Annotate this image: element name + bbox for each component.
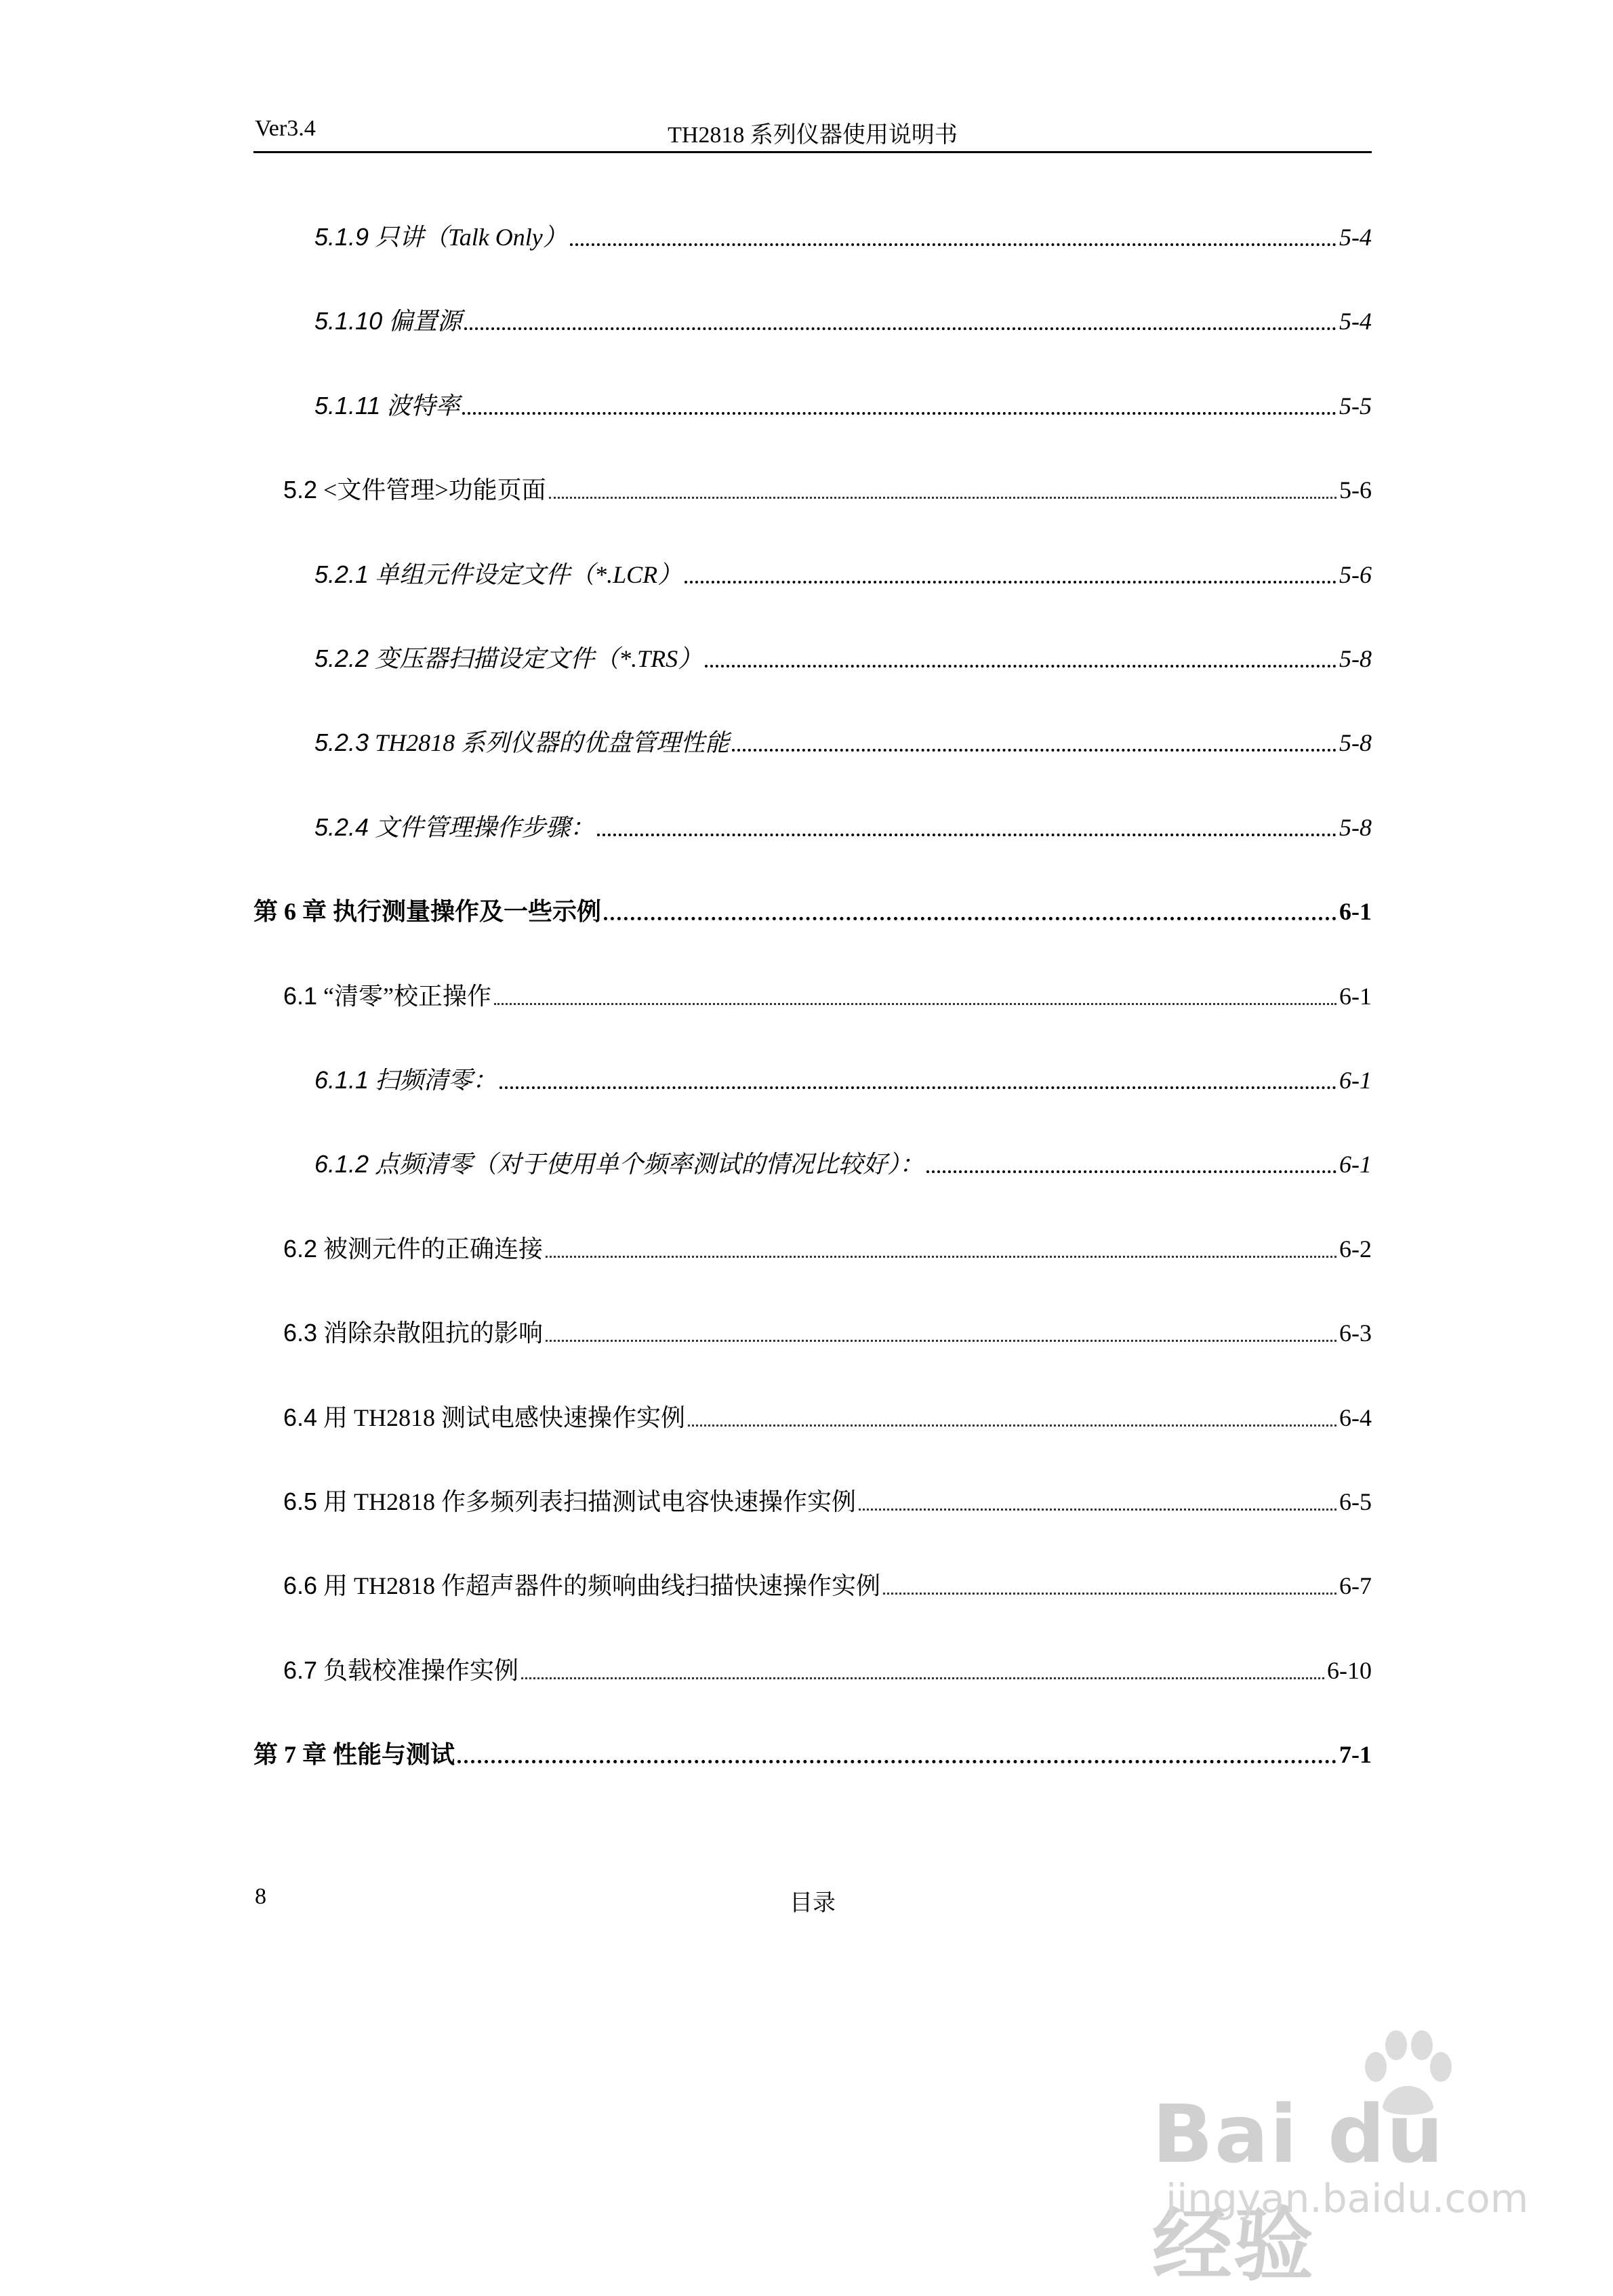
toc-entry-text: 单组元件设定文件（*.LCR） bbox=[375, 560, 682, 588]
toc-entry-page: 5-6 bbox=[1339, 476, 1372, 504]
toc-leader-dots bbox=[604, 917, 1336, 920]
toc-leader-dots bbox=[546, 1340, 1336, 1342]
toc-entry[interactable] bbox=[253, 887, 1372, 928]
toc-entry-text: 消除杂散阻抗的影响 bbox=[323, 1319, 544, 1347]
toc-entry[interactable] bbox=[253, 1730, 1372, 1771]
toc-leader-dots bbox=[859, 1509, 1336, 1511]
toc-entry-number: 6.2 bbox=[283, 1234, 318, 1263]
toc-entry-number: 5.2 bbox=[283, 476, 318, 504]
toc-entry-title bbox=[314, 726, 732, 759]
toc-leader-dots bbox=[499, 1086, 1336, 1089]
toc-entry-number: 5.1.11 bbox=[314, 391, 381, 419]
toc-entry[interactable] bbox=[253, 213, 1372, 253]
toc-leader-dots bbox=[883, 1593, 1336, 1595]
toc-entry[interactable] bbox=[253, 718, 1372, 759]
toc-entry-title bbox=[283, 1233, 546, 1265]
toc-entry-page: 7-1 bbox=[1339, 1741, 1372, 1769]
toc-entry-page: 6-1 bbox=[1339, 898, 1372, 926]
toc-entry-title bbox=[283, 1654, 521, 1687]
toc-entry-page: 5-4 bbox=[1339, 224, 1372, 251]
toc-entry[interactable] bbox=[253, 297, 1372, 337]
toc-entry-text: 只讲（Talk Only） bbox=[375, 224, 567, 251]
toc-entry-text: 文件管理操作步骤： bbox=[375, 813, 595, 841]
header-title: TH2818 系列仪器使用说明书 bbox=[668, 123, 958, 148]
toc-entry-text: TH2818 系列仪器的优盘管理性能 bbox=[375, 729, 730, 757]
toc-entry-page: 6-10 bbox=[1327, 1656, 1372, 1684]
toc-entry-text: 点频清零（对于使用单个频率测试的情况比较好）： bbox=[375, 1151, 924, 1178]
toc-entry-page: 6-7 bbox=[1339, 1572, 1372, 1600]
toc-leader-dots bbox=[685, 581, 1336, 583]
toc-entry-number: 5.2.4 bbox=[314, 813, 369, 841]
toc-entry[interactable] bbox=[253, 1646, 1372, 1687]
toc-entry-page: 5-8 bbox=[1339, 729, 1372, 757]
toc-entry-title bbox=[283, 980, 494, 1012]
baidu-jingyan-watermark bbox=[1152, 2026, 1532, 2292]
toc-entry-title bbox=[314, 642, 705, 675]
toc-entry-text: “清零”校正操作 bbox=[323, 982, 492, 1010]
page-header bbox=[253, 110, 1372, 153]
toc-entry[interactable] bbox=[253, 1561, 1372, 1602]
toc-entry[interactable] bbox=[253, 550, 1372, 591]
toc-entry-number: 6.3 bbox=[283, 1319, 318, 1347]
toc-leader-dots bbox=[688, 1424, 1336, 1427]
header-version: Ver3.4 bbox=[255, 116, 316, 141]
toc-entry-number: 6.4 bbox=[283, 1403, 318, 1431]
toc-entry[interactable] bbox=[253, 1309, 1372, 1349]
toc-entry-number: 6.5 bbox=[283, 1488, 318, 1515]
toc-entry-page: 6-4 bbox=[1339, 1403, 1372, 1431]
toc-entry[interactable] bbox=[253, 1140, 1372, 1181]
toc-entry[interactable] bbox=[253, 1393, 1372, 1434]
toc-entry-page: 6-3 bbox=[1339, 1319, 1372, 1347]
toc-entry-page: 6-5 bbox=[1339, 1488, 1372, 1515]
toc-entry-text: 被测元件的正确连接 bbox=[323, 1235, 544, 1263]
toc-entry-title bbox=[314, 390, 462, 422]
toc-entry-title bbox=[253, 895, 604, 928]
toc-entry-text: 第 7 章 性能与测试 bbox=[253, 1741, 455, 1769]
toc-entry-number: 5.2.1 bbox=[314, 560, 369, 588]
toc-entry-title bbox=[314, 1148, 926, 1181]
footer-page-number: 8 bbox=[255, 1884, 266, 1909]
toc-leader-dots bbox=[462, 412, 1336, 415]
toc-entry[interactable] bbox=[253, 634, 1372, 675]
toc-entry-number: 5.2.2 bbox=[314, 644, 369, 672]
toc-entry-text: <文件管理>功能页面 bbox=[323, 476, 546, 504]
toc-entry-page: 6-1 bbox=[1339, 982, 1372, 1010]
toc-leader-dots bbox=[549, 497, 1336, 499]
toc-entry[interactable] bbox=[253, 1225, 1372, 1265]
toc-entry-page: 5-8 bbox=[1339, 813, 1372, 841]
toc-entry-title bbox=[314, 305, 464, 337]
toc-entry-title bbox=[283, 1485, 859, 1518]
toc-entry-page: 5-5 bbox=[1339, 392, 1372, 419]
toc-leader-dots bbox=[521, 1677, 1324, 1679]
toc-entry[interactable] bbox=[253, 1056, 1372, 1096]
toc-leader-dots bbox=[570, 243, 1336, 246]
toc-entry-text: 第 6 章 执行测量操作及一些示例 bbox=[253, 898, 602, 926]
toc-entry-number: 5.2.3 bbox=[314, 729, 369, 757]
page-footer bbox=[253, 1884, 1372, 1918]
footer-section: 目录 bbox=[790, 1891, 836, 1916]
toc-entry-text: 变压器扫描设定文件（*.TRS） bbox=[375, 645, 703, 672]
toc-entry-title bbox=[314, 811, 597, 844]
toc-leader-dots bbox=[494, 1003, 1336, 1005]
toc-leader-dots bbox=[926, 1170, 1336, 1173]
watermark-logo: Bai du 经验 bbox=[1152, 2087, 1445, 2292]
toc-entry[interactable] bbox=[253, 382, 1372, 422]
toc-entry-title bbox=[283, 1401, 688, 1434]
toc-entry-page: 6-1 bbox=[1339, 1067, 1372, 1094]
toc-entry-text: 用 TH2818 作超声器件的频响曲线扫描快速操作实例 bbox=[323, 1572, 881, 1600]
toc-entry-text: 扫频清零： bbox=[375, 1067, 497, 1094]
toc-leader-dots bbox=[597, 834, 1336, 836]
toc-leader-dots bbox=[546, 1256, 1336, 1258]
toc-entry-text: 用 TH2818 测试电感快速操作实例 bbox=[323, 1403, 686, 1431]
toc-entry[interactable] bbox=[253, 972, 1372, 1012]
toc-entry-text: 波特率 bbox=[386, 392, 460, 419]
toc-entry-page: 6-2 bbox=[1339, 1235, 1372, 1263]
toc-leader-dots bbox=[464, 327, 1336, 330]
toc-entry-title bbox=[283, 474, 549, 506]
toc-entry-title bbox=[314, 1064, 499, 1096]
toc-entry-title bbox=[283, 1570, 883, 1602]
toc-entry-text: 偏置源 bbox=[388, 308, 462, 335]
toc-entry-page: 6-1 bbox=[1339, 1151, 1372, 1178]
toc-leader-dots bbox=[705, 665, 1336, 668]
toc-entry-text: 用 TH2818 作多频列表扫描测试电容快速操作实例 bbox=[323, 1488, 857, 1515]
toc-entry-number: 6.1.2 bbox=[314, 1150, 369, 1178]
toc-entry[interactable] bbox=[253, 803, 1372, 844]
toc-entry-title bbox=[314, 558, 685, 591]
toc-entry-page: 5-8 bbox=[1339, 645, 1372, 672]
toc-entry-number: 6.7 bbox=[283, 1656, 318, 1684]
watermark-url: jingyan.baidu.com bbox=[1166, 2175, 1529, 2221]
toc-leader-dots bbox=[732, 749, 1336, 752]
toc-entry-number: 5.1.10 bbox=[314, 307, 383, 335]
toc-entry-number: 6.1.1 bbox=[314, 1066, 369, 1094]
toc-entry-page: 5-4 bbox=[1339, 308, 1372, 335]
toc-entry-number: 5.1.9 bbox=[314, 223, 369, 251]
toc-entry-text: 负载校准操作实例 bbox=[323, 1656, 519, 1684]
toc-entry-title bbox=[283, 1317, 546, 1349]
toc-entry-number: 6.6 bbox=[283, 1572, 318, 1600]
toc-leader-dots bbox=[457, 1760, 1336, 1763]
toc-entry-title bbox=[253, 1738, 457, 1771]
toc-entry-title bbox=[314, 221, 570, 253]
toc-entry[interactable] bbox=[253, 466, 1372, 506]
toc-entry-page: 5-6 bbox=[1339, 560, 1372, 588]
toc-entry-number: 6.1 bbox=[283, 981, 318, 1010]
toc-entry[interactable] bbox=[253, 1477, 1372, 1518]
